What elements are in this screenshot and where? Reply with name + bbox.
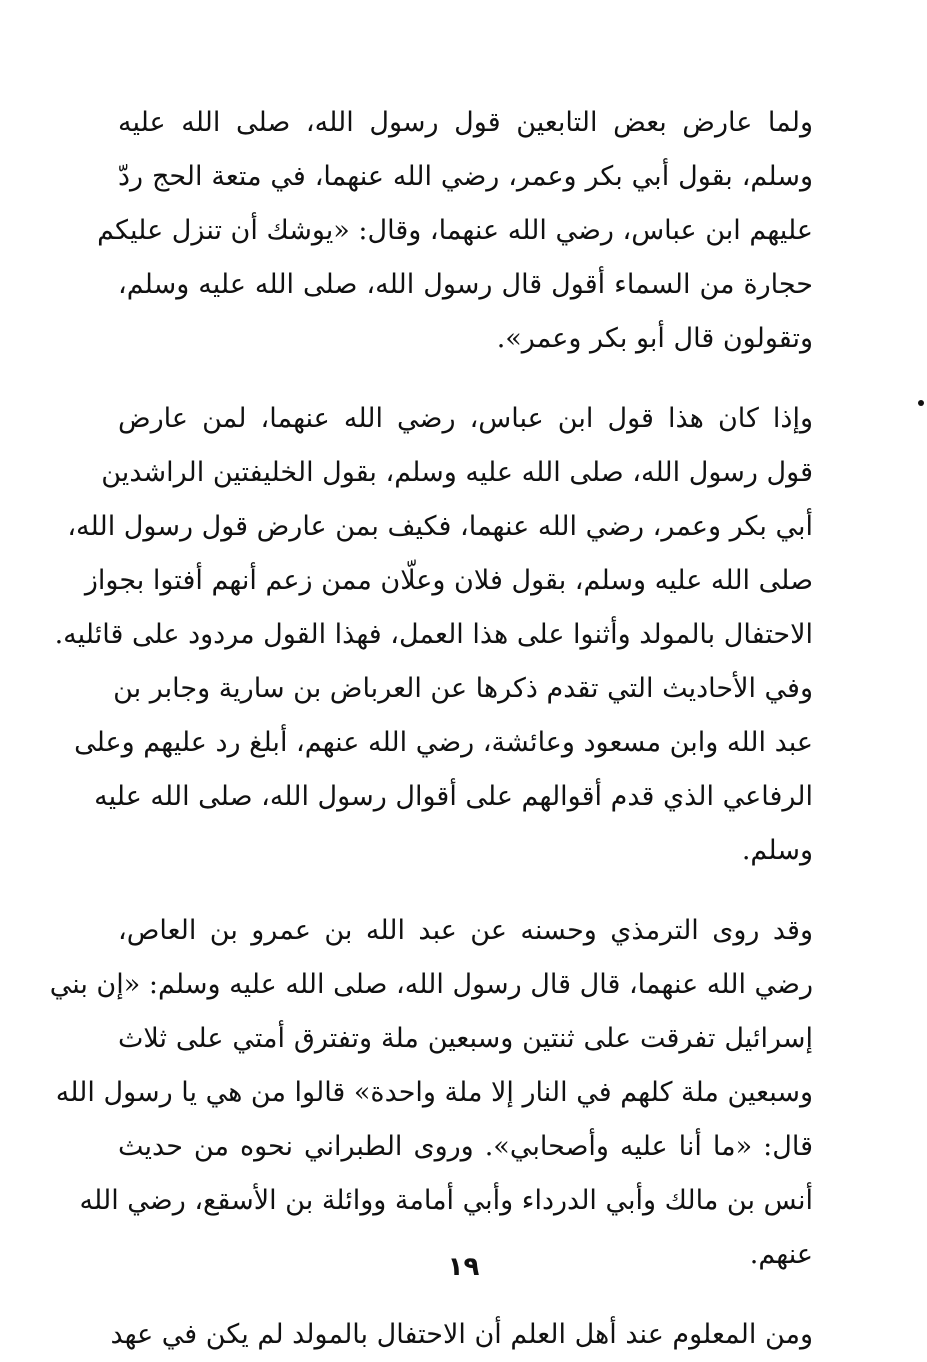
text-line: صلى الله عليه وسلم، بقول فلان وعلّان ممن زعم أنهم أفتوا بجواز: [84, 565, 813, 596]
paragraph-gap: [118, 878, 813, 904]
paragraph-gap: [118, 366, 813, 392]
text-line: وقد روى الترمذي وحسنه عن عبد الله بن عمرو بن العاص،: [118, 915, 813, 946]
text-line: عنهم.: [749, 1239, 813, 1270]
text-line: عبد الله وابن مسعود وعائشة، رضي الله عنهم، أبلغ رد عليهم وعلى: [74, 727, 813, 758]
text-line: وتقولون قال أبو بكر وعمر».: [496, 323, 813, 354]
text-line: ولما عارض بعض التابعين قول رسول الله، صلى الله عليه: [118, 107, 813, 138]
paragraph-4: [110, 1308, 813, 1362]
text-line: إسرائيل تفرقت على ثنتين وسبعين ملة وتفترق أمتي على ثلاث: [118, 1023, 813, 1054]
text-line: أبي بكر وعمر، رضي الله عنهما، فكيف بمن عارض قول رسول الله،: [67, 511, 813, 542]
page-number: ١٩: [447, 1252, 480, 1282]
text-line: حجارة من السماء أقول قال رسول الله، صلى الله عليه وسلم،: [118, 269, 813, 300]
text-line: قال: «ما أنا عليه وأصحابي». وروى الطبراني نحوه من حديث: [118, 1131, 813, 1162]
margin-dot: [918, 400, 924, 406]
paragraph-3: [49, 904, 813, 1282]
paragraph-2: [54, 392, 813, 878]
text-line: عليهم ابن عباس، رضي الله عنهما، وقال: «يوشك أن تنزل عليكم: [97, 215, 813, 246]
text-line: وسبعين ملة كلهم في النار إلا ملة واحدة» قالوا من هي يا رسول الله: [55, 1077, 813, 1108]
text-line: وفي الأحاديث التي تقدم ذكرها عن العرباض بن سارية وجابر بن: [113, 673, 813, 704]
text-line: الرفاعي الذي قدم أقوالهم على أقوال رسول الله، صلى الله عليه: [94, 781, 813, 812]
text-line: ومن المعلوم عند أهل العلم أن الاحتفال بالمولد لم يكن في عهد: [110, 1319, 813, 1350]
paragraph-gap: [118, 1282, 813, 1308]
text-line: الاحتفال بالمولد وأثنوا على هذا العمل، فهذا القول مردود على قائليه.: [54, 619, 813, 650]
text-line: رضي الله عنهما، قال قال رسول الله، صلى الله عليه وسلم: «إن بني: [49, 969, 813, 1000]
text-line: وسلم.: [741, 835, 813, 866]
page-body: [49, 96, 813, 1362]
text-line: وسلم، بقول أبي بكر وعمر، رضي الله عنهما، في متعة الحج ردّ: [118, 161, 813, 192]
paragraph-1: [97, 96, 813, 366]
text-line: قول رسول الله، صلى الله عليه وسلم، بقول الخليفتين الراشدين: [101, 457, 813, 488]
text-line: وإذا كان هذا قول ابن عباس، رضي الله عنهما، لمن عارض: [118, 403, 813, 434]
text-line: أنس بن مالك وأبي الدرداء وأبي أمامة ووائلة بن الأسقع، رضي الله: [79, 1185, 813, 1216]
